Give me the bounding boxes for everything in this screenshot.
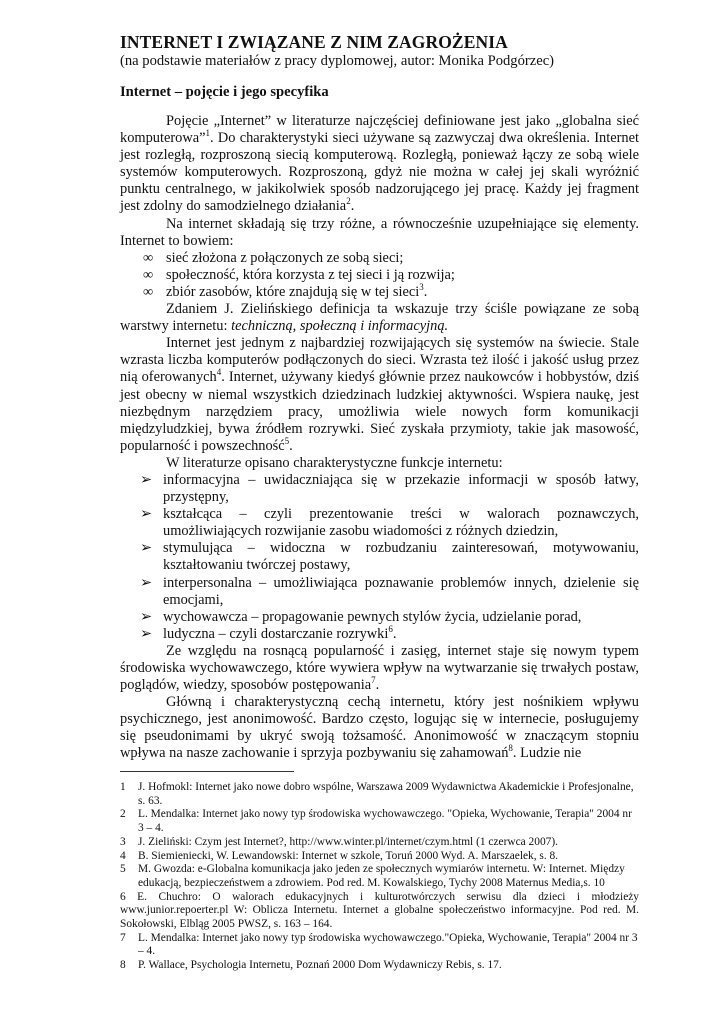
paragraph-layers — [120, 301, 639, 335]
list-item-text: kształcąca – czyli prezentowanie treści w walorach poznawczych, umożliwiających rozwijanie zasobu wiadomości z różnych dziedzin, — [163, 506, 639, 540]
text-run: . Do charakterystyki sieci używane są zazwyczaj dwa określenia. Internet jest rozległą, rozproszoną siecią komputerową. Rozległą, ponieważ łączy ze sobą wiele systemów komputerowych. Rozproszoną, gdyż nie można w całej jej skali wyróżnić punktu centralnego, w jakikolwiek sposób nadzorującego jej pracę. Każdy jej fragment jest zdolny do samodzielnego działania — [120, 130, 639, 215]
footnote-item — [120, 959, 639, 973]
text-run: Pojęcie „Internet” w literaturze najczęściej definiowane jest jako „globalna sieć komputerowa” — [120, 113, 639, 147]
footnote-text: L. Mendalka: Internet jako nowy typ środowiska wychowawczego. "Opieka, Wychowanie, Terapia" 2004 nr 3 – 4. — [138, 808, 632, 835]
footnote-text: M. Gwozda: e-Globalna komunikacja jako jeden ze społecznych wymiarów internetu. W: Internet. Między edukacją, bezpieczeństwem a zdrowiem. Pod red. M. Kowalskiego, Tychy 2008 Maternus Media,s. 10 — [138, 863, 625, 889]
text-run: . — [375, 677, 380, 694]
footnotes — [120, 781, 639, 973]
text-run: Zdaniem J. Zielińskiego definicja ta wskazuje trzy ściśle powiązane ze sobą warstwy internetu: — [120, 301, 639, 335]
footnote-divider — [120, 771, 294, 772]
list-item — [120, 284, 639, 301]
text-run: Główną i charakterystyczną cechą internetu, który jest nośnikiem wpływu psychicznego, jest anonimowość. Bardzo często, logując się w internecie, posługujemy się pseudonimami by ukryć swoją tożsamość. Anonimowość w znaczącym stopniu wpływa na nasze zachowanie i sprzyja pozbywaniu się zahamowań — [120, 694, 639, 762]
list-item-text: społeczność, która korzysta z tej sieci i ją rozwija; — [166, 266, 455, 283]
footnote-number: 8 — [120, 959, 126, 972]
document-page — [120, 32, 639, 763]
footnote-ref: 6 — [388, 624, 393, 635]
list-item — [120, 609, 639, 626]
arrow-bullet-icon: ➢ — [140, 608, 153, 625]
paragraph-definition — [120, 113, 639, 216]
infinity-bullet-icon: ∞ — [143, 266, 154, 283]
paragraph-growth — [120, 335, 639, 455]
list-item — [120, 472, 639, 506]
section-heading: Internet – pojęcie i jego specyfika — [120, 84, 329, 100]
emphasis-text: techniczną, społeczną i informacyjną. — [231, 318, 449, 335]
text-run: . — [350, 198, 355, 215]
list-item — [120, 250, 639, 267]
footnote-text: 6 E. Chuchro: O walorach edukacyjnych i kulturotwórczych serwisu dla dzieci i młodzieży www.junior.repoerter.pl W: Oblicza Internetu. Internet a globalne społeczeństwo informacyjne. Pod red. M. Sokołowski, Elbląg 2005 PWSZ, s. 163 – 164. — [120, 890, 639, 931]
elements-list — [120, 250, 639, 301]
paragraph-elements: Na internet składają się trzy różne, a równocześnie uzupełniające się elementy. Internet to bowiem: — [120, 215, 639, 249]
footnote-ref: 5 — [284, 435, 290, 446]
infinity-bullet-icon: ∞ — [143, 249, 154, 266]
footnote-number: 4 — [120, 849, 126, 862]
list-item-text: zbiór zasobów, które znajdują się w tej sieci — [166, 283, 420, 300]
list-item — [120, 506, 639, 540]
paragraph-anonymity — [120, 694, 639, 762]
footnote-text: L. Mendalka: Internet jako nowy typ środowiska wychowawczego."Opieka, Wychowanie, Terapia" 2004 nr 3 – 4. — [138, 931, 638, 958]
functions-list — [120, 472, 639, 643]
footnote-number: 2 — [120, 808, 126, 821]
footnote-number: 3 — [120, 835, 126, 848]
footnote-item — [120, 836, 639, 850]
arrow-bullet-icon: ➢ — [140, 471, 153, 488]
list-item — [120, 575, 639, 609]
list-item-text: informacyjna – uwidaczniająca się w przekazie informacji w sposób łatwy, przystępny, — [163, 471, 639, 506]
footnote-text: P. Wallace, Psychologia Internetu, Poznań 2000 Dom Wydawniczy Rebis, s. 17. — [138, 959, 502, 972]
arrow-bullet-icon: ➢ — [140, 506, 153, 523]
arrow-bullet-icon: ➢ — [140, 574, 153, 591]
body-text — [120, 113, 639, 763]
page-subtitle: (na podstawie materiałów z pracy dyplomowej, autor: Monika Podgórzec) — [120, 53, 555, 69]
footnote-ref: 4 — [216, 367, 222, 378]
arrow-bullet-icon: ➢ — [140, 625, 153, 642]
list-item-text: stymulująca – widoczna w rozbudzaniu zainteresowań, motywowaniu, kształtowaniu twórczej postawy, — [163, 540, 639, 574]
arrow-bullet-icon: ➢ — [140, 540, 153, 557]
footnote-number: 1 — [120, 781, 126, 793]
footnote-ref: 7 — [371, 675, 376, 686]
footnote-text: J. Zieliński: Czym jest Internet?, http://www.winter.pl/internet/czym.html (1 czerwca 2007). — [138, 835, 558, 848]
footnote-ref: 2 — [346, 196, 351, 207]
footnote-ref: 3 — [419, 282, 424, 293]
text-run: . Internet, używany kiedyś głównie przez naukowców i hobbystów, dziś jest obecny w niemal wszystkich dziedzinach ludzkiej aktywności. Wspiera naukę, jest niezbędnym narzędziem pracy, umożliwia wiele nowych form komunikacji międzyludzkiej, bywa źródłem rozrywki. Sieć zyskała przymioty, takie jak masowość, popularność i powszechność — [120, 369, 639, 454]
list-item — [120, 267, 639, 284]
infinity-bullet-icon: ∞ — [143, 283, 154, 300]
footnote-item — [120, 850, 639, 864]
text-run: . — [392, 625, 397, 642]
footnote-text: J. Hofmokl: Internet jako nowe dobro wspólne, Warszawa 2009 Wydawnictwa Akademickie i Profesjonalne, s. 63. — [138, 781, 634, 807]
list-item-text: wychowawcza – propagowanie pewnych stylów życia, udzielanie porad, — [163, 608, 582, 625]
footnote-ref: 1 — [205, 128, 211, 139]
footnote-item — [120, 863, 639, 890]
footnote-item — [120, 808, 639, 835]
footnote-ref: 8 — [508, 743, 513, 754]
list-item-text: interpersonalna – umożliwiająca poznawanie problemów innych, dzielenie się emocjami, — [163, 574, 639, 608]
text-run: . Ludzie nie — [512, 745, 582, 762]
text-run: Internet jest jednym z najbardziej rozwijających się systemów na świecie. Stale wzrasta liczba komputerów podłączonych do sieci. Wzrasta też ilość i jakość usług przez nią oferowanych — [120, 335, 639, 386]
list-item-text: ludyczna – czyli dostarczanie rozrywki — [163, 625, 389, 642]
text-run: Ze względu na rosnącą popularność i zasięg, internet staje się nowym typem środowiska wychowawczego, które wywiera wpływ na wytwarzanie się trwałych postaw, poglądów, wiedzy, sposobów postępowania — [120, 642, 639, 694]
footnote-item — [120, 932, 639, 959]
footnote-text: B. Siemieniecki, W. Lewandowski: Internet w szkole, Toruń 2000 Wyd. A. Marszaelek, s. 8. — [138, 849, 559, 862]
page-title: INTERNET I ZWIĄZANE Z NIM ZAGROŻENIA — [120, 32, 508, 52]
footnote-number: 5 — [120, 863, 126, 876]
paragraph-environment — [120, 643, 639, 694]
list-item — [120, 626, 639, 643]
paragraph-functions-intro: W literaturze opisano charakterystyczne funkcje internetu: — [166, 454, 503, 471]
footnote-number: 7 — [120, 931, 126, 944]
footnote-item — [120, 891, 639, 932]
text-run: . — [289, 437, 293, 454]
list-item-text: sieć złożona z połączonych ze sobą sieci; — [166, 249, 404, 266]
list-item — [120, 540, 639, 574]
footnote-item — [120, 781, 639, 808]
text-run: . — [423, 283, 428, 300]
